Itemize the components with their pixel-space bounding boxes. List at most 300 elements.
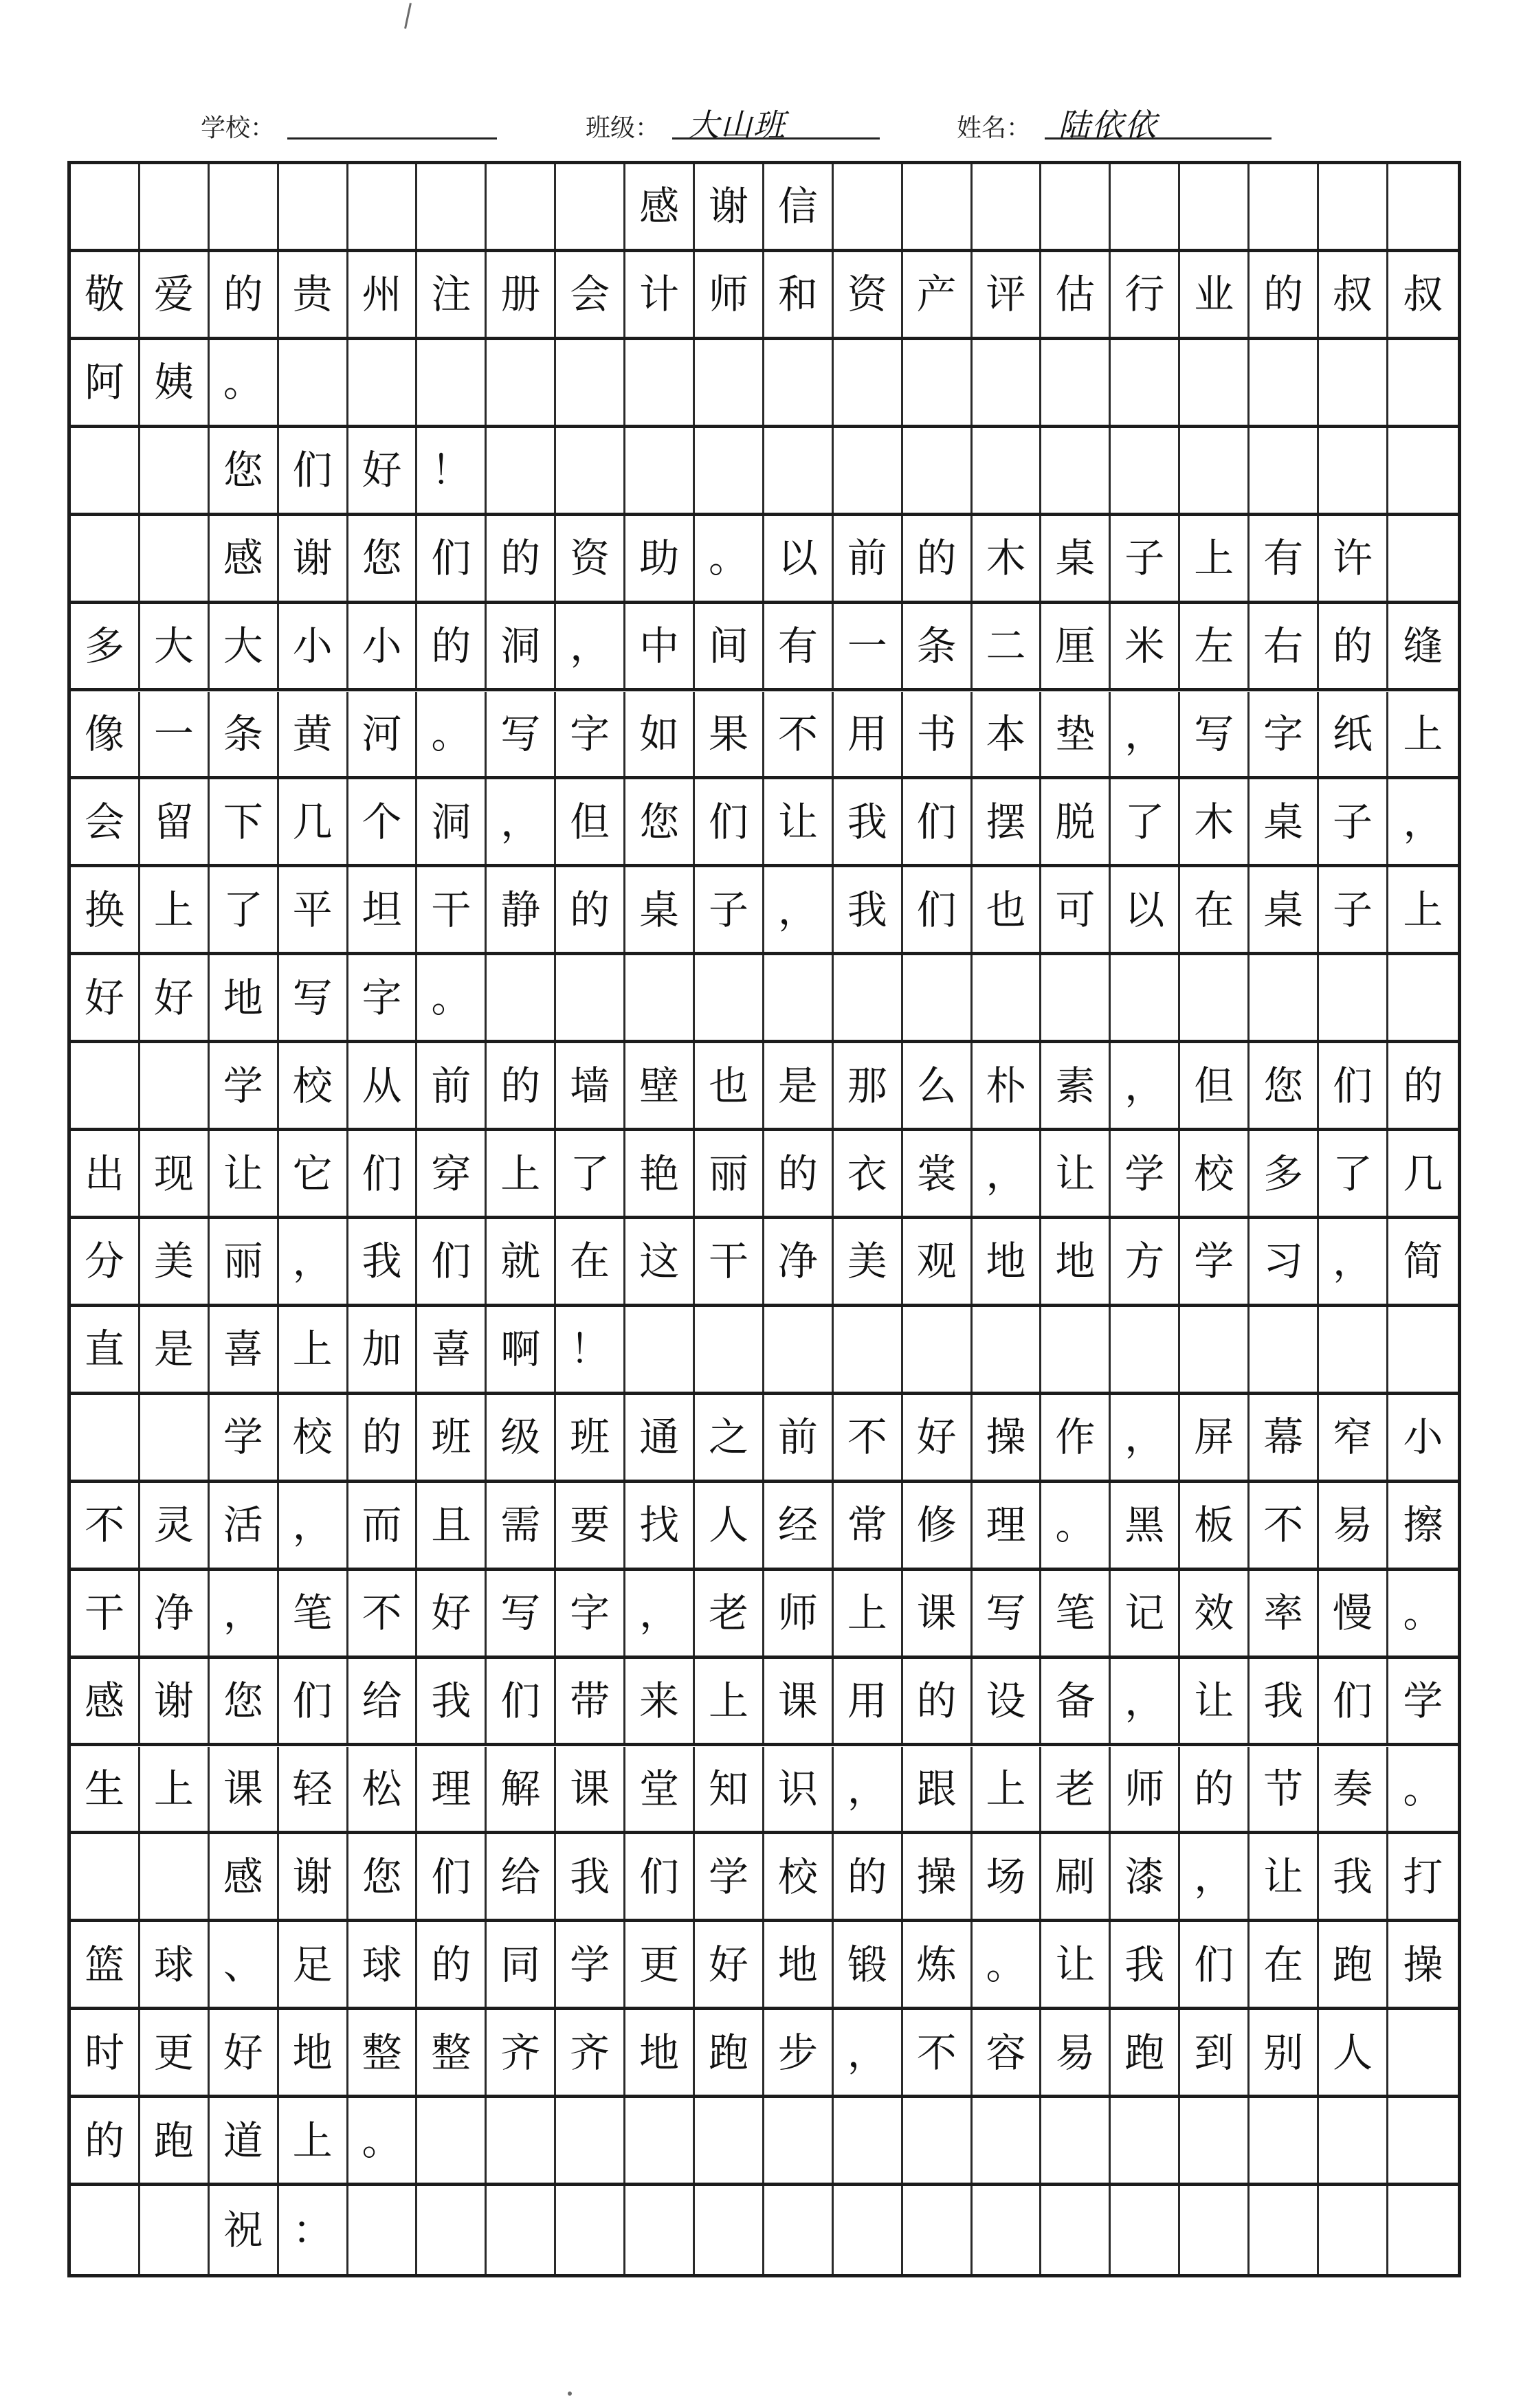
grid-cell: 多: [1250, 1131, 1319, 1216]
grid-cell: 们: [417, 1834, 487, 1919]
header: [0, 0, 1532, 165]
grid-cell: 给: [487, 1834, 556, 1919]
grid-row: [71, 1307, 1458, 1395]
grid-cell: 美: [834, 1219, 903, 1304]
grid-cell: 纸: [1319, 692, 1388, 777]
grid-cell: 易: [1319, 1483, 1388, 1568]
grid-cell: 洞: [487, 604, 556, 689]
grid-cell: 一: [834, 604, 903, 689]
grid-cell: 了: [556, 1131, 625, 1216]
grid-cell: 小: [279, 604, 348, 689]
grid-cell: 可: [1041, 867, 1111, 952]
class-label: 班级：: [586, 114, 660, 142]
grid-cell: 跟: [903, 1747, 973, 1831]
grid-cell: 效: [1180, 1571, 1250, 1656]
grid-cell: 要: [556, 1483, 625, 1568]
grid-cell: 地: [764, 1922, 834, 2007]
grid-cell: 干: [417, 867, 487, 952]
grid-cell: 不: [1250, 1483, 1319, 1568]
grid-cell: [1111, 2186, 1180, 2274]
grid-cell: 的: [1319, 604, 1388, 689]
grid-cell: 从: [348, 1043, 418, 1128]
grid-cell: 穿: [417, 1131, 487, 1216]
grid-cell: 们: [625, 1834, 695, 1919]
grid-cell: 我: [1250, 1659, 1319, 1743]
grid-cell: 通: [625, 1395, 695, 1480]
grid-cell: [140, 164, 210, 249]
grid-cell: [487, 2186, 556, 2274]
grid-cell: 就: [487, 1219, 556, 1304]
grid-cell: [973, 955, 1042, 1040]
grid-cell: 丽: [695, 1131, 764, 1216]
grid-cell: 写: [487, 692, 556, 777]
grid-cell: 们: [1319, 1659, 1388, 1743]
grid-cell: [1250, 164, 1319, 249]
grid-cell: 好: [140, 955, 210, 1040]
grid-cell: [903, 428, 973, 513]
grid-cell: 喜: [417, 1307, 487, 1392]
grid-cell: 跑: [695, 2010, 764, 2095]
grid-cell: 理: [973, 1483, 1042, 1568]
grid-cell: 课: [764, 1659, 834, 1743]
grid-cell: 而: [348, 1483, 418, 1568]
grid-cell: 也: [973, 867, 1042, 952]
grid-cell: [903, 1307, 973, 1392]
grid-cell: 黑: [1111, 1483, 1180, 1568]
grid-cell: 条: [210, 692, 279, 777]
grid-row: [71, 2010, 1458, 2098]
grid-cell: ，: [279, 1219, 348, 1304]
grid-cell: [1041, 955, 1111, 1040]
grid-cell: 漆: [1111, 1834, 1180, 1919]
grid-cell: 多: [71, 604, 140, 689]
grid-cell: 贵: [279, 252, 348, 337]
grid-cell: 二: [973, 604, 1042, 689]
grid-cell: 方: [1111, 1219, 1180, 1304]
grid-cell: 修: [903, 1483, 973, 1568]
grid-cell: 祝: [210, 2186, 279, 2274]
grid-cell: 的: [210, 252, 279, 337]
grid-cell: [1041, 2186, 1111, 2274]
grid-cell: 的: [834, 1834, 903, 1919]
grid-cell: 让: [1250, 1834, 1319, 1919]
grid-cell: 写: [1180, 692, 1250, 777]
grid-cell: 的: [903, 1659, 973, 1743]
grid-cell: 。: [695, 516, 764, 601]
grid-cell: [973, 2098, 1042, 2183]
grid-cell: 活: [210, 1483, 279, 1568]
grid-cell: 识: [764, 1747, 834, 1831]
grid-cell: [140, 428, 210, 513]
grid-row: [71, 779, 1458, 867]
grid-row: [71, 1395, 1458, 1483]
grid-cell: 感: [210, 1834, 279, 1919]
grid-cell: 用: [834, 1659, 903, 1743]
grid-cell: 是: [764, 1043, 834, 1128]
grid-cell: 几: [279, 779, 348, 864]
grid-cell: 直: [71, 1307, 140, 1392]
grid-cell: [1319, 955, 1388, 1040]
grid-cell: 上: [695, 1659, 764, 1743]
grid-cell: 。: [1403, 1590, 1443, 1637]
grid-cell: ，: [1180, 1834, 1250, 1919]
grid-cell: [556, 164, 625, 249]
grid-cell: 人: [1319, 2010, 1388, 2095]
grid-cell: 美: [140, 1219, 210, 1304]
grid-cell: 齐: [487, 2010, 556, 2095]
grid-cell: ，: [1111, 1659, 1180, 1743]
grid-cell: 操: [973, 1395, 1042, 1480]
grid-cell: [1388, 340, 1458, 425]
grid-cell: ，: [625, 1571, 695, 1656]
grid-cell: 幕: [1250, 1395, 1319, 1480]
grid-cell: 您: [348, 1834, 418, 1919]
grid-cell: [903, 340, 973, 425]
grid-cell: [834, 340, 903, 425]
grid-cell: [1041, 1307, 1111, 1392]
grid-cell: 奏: [1319, 1747, 1388, 1831]
grid-cell: 屏: [1180, 1395, 1250, 1480]
grid-cell: [834, 1307, 903, 1392]
grid-cell: 敬: [71, 252, 140, 337]
grid-cell: 叔: [1319, 252, 1388, 337]
grid-cell: 阿: [71, 340, 140, 425]
grid-cell: 我: [834, 867, 903, 952]
grid-cell: [1250, 428, 1319, 513]
grid-cell: 让: [1180, 1659, 1250, 1743]
grid-cell: 衣: [834, 1131, 903, 1216]
grid-cell: 干: [71, 1571, 140, 1656]
grid-cell: 谢: [279, 1834, 348, 1919]
grid-cell: 地: [625, 2010, 695, 2095]
grid-cell: 木: [1180, 779, 1250, 864]
grid-cell: [1250, 340, 1319, 425]
grid-cell: 让: [764, 779, 834, 864]
grid-cell: 需: [487, 1483, 556, 1568]
grid-cell: 笔: [279, 1571, 348, 1656]
grid-cell: 洞: [417, 779, 487, 864]
grid-cell: [1041, 2098, 1111, 2183]
grid-cell: [1041, 428, 1111, 513]
grid-cell: 。: [1041, 1483, 1111, 1568]
grid-cell: 子: [695, 867, 764, 952]
grid-cell: 本: [973, 692, 1042, 777]
grid-cell: 的: [71, 2098, 140, 2183]
grid-cell: 净: [140, 1571, 210, 1656]
grid-cell: [71, 164, 140, 249]
grid-cell: 习: [1250, 1219, 1319, 1304]
grid-cell: 的: [417, 604, 487, 689]
grid-cell: 备: [1041, 1659, 1111, 1743]
grid-cell: 木: [973, 516, 1042, 601]
grid-cell: [625, 2098, 695, 2183]
grid-cell: 记: [1111, 1571, 1180, 1656]
grid-cell: 间: [695, 604, 764, 689]
grid-cell: [695, 2098, 764, 2183]
grid-cell: 谢: [279, 516, 348, 601]
grid-cell: 课: [903, 1571, 973, 1656]
grid-cell: [1388, 1307, 1458, 1392]
grid-cell: 以: [1111, 867, 1180, 952]
grid-cell: 们: [695, 779, 764, 864]
grid-cell: 助: [625, 516, 695, 601]
grid-cell: 学: [1180, 1219, 1250, 1304]
grid-cell: 会: [556, 252, 625, 337]
grid-cell: 班: [417, 1395, 487, 1480]
grid-cell: 跑: [1111, 2010, 1180, 2095]
grid-cell: 会: [71, 779, 140, 864]
grid-cell: 不: [71, 1483, 140, 1568]
grid-cell: 齐: [556, 2010, 625, 2095]
grid-cell: 感: [71, 1659, 140, 1743]
grid-cell: [764, 955, 834, 1040]
grid-cell: 了: [1111, 779, 1180, 864]
grid-cell: 写: [973, 1571, 1042, 1656]
grid-cell: 让: [1041, 1131, 1111, 1216]
grid-cell: 们: [903, 867, 973, 952]
grid-cell: [764, 1307, 834, 1392]
grid-row: [71, 1834, 1458, 1922]
grid-cell: 人: [695, 1483, 764, 1568]
grid-cell: 坦: [348, 867, 418, 952]
grid-cell: [556, 428, 625, 513]
grid-cell: 上: [279, 2098, 348, 2183]
grid-cell: 但: [1180, 1043, 1250, 1128]
grid-cell: [1388, 2010, 1458, 2095]
grid-cell: 的: [1250, 252, 1319, 337]
grid-cell: [834, 164, 903, 249]
name-underline: [1045, 137, 1272, 140]
grid-cell: 更: [625, 1922, 695, 2007]
grid-cell: 不: [764, 692, 834, 777]
grid-cell: 跑: [140, 2098, 210, 2183]
grid-cell: 州: [348, 252, 418, 337]
grid-cell: 但: [556, 779, 625, 864]
grid-cell: 您: [1250, 1043, 1319, 1128]
grid-cell: 更: [140, 2010, 210, 2095]
grid-cell: 上: [279, 1307, 348, 1392]
grid-cell: [625, 428, 695, 513]
grid-cell: ，: [834, 1747, 903, 1831]
grid-cell: [1319, 340, 1388, 425]
grid-cell: 板: [1180, 1483, 1250, 1568]
grid-cell: [487, 340, 556, 425]
grid-cell: [487, 164, 556, 249]
grid-cell: 您: [210, 428, 279, 513]
grid-cell: 一: [140, 692, 210, 777]
grid-cell: 率: [1250, 1571, 1319, 1656]
grid-cell: [1180, 340, 1250, 425]
grid-cell: 好: [348, 428, 418, 513]
grid-cell: [140, 1043, 210, 1128]
grid-cell: [903, 164, 973, 249]
grid-cell: 学: [1403, 1677, 1443, 1725]
grid-cell: [764, 2186, 834, 2274]
grid-cell: 整: [417, 2010, 487, 2095]
grid-cell: [417, 2186, 487, 2274]
grid-cell: 摆: [973, 779, 1042, 864]
grid-cell: ，: [487, 779, 556, 864]
grid-cell: 师: [764, 1571, 834, 1656]
grid-cell: [834, 955, 903, 1040]
grid-cell: 的: [1403, 1062, 1443, 1109]
grid-cell: [1319, 428, 1388, 513]
grid-cell: 小: [348, 604, 418, 689]
grid-cell: 子: [1111, 516, 1180, 601]
grid-cell: 到: [1180, 2010, 1250, 2095]
grid-cell: 操: [903, 1834, 973, 1919]
grid-cell: 上: [834, 1571, 903, 1656]
name-value: 陆依依: [1058, 107, 1157, 144]
grid-cell: [973, 164, 1042, 249]
grid-cell: 地: [1041, 1219, 1111, 1304]
grid-row: [71, 1043, 1458, 1131]
grid-cell: [1250, 2186, 1319, 2274]
grid-row: [71, 867, 1458, 955]
grid-cell: ，: [210, 1571, 279, 1656]
grid-cell: 姨: [140, 340, 210, 425]
grid-cell: 的: [1180, 1747, 1250, 1831]
scan-mark: [568, 2392, 572, 2396]
grid-cell: 脱: [1041, 779, 1111, 864]
grid-cell: ！: [556, 1307, 625, 1392]
grid-cell: 出: [71, 1131, 140, 1216]
grid-cell: [1180, 2186, 1250, 2274]
grid-cell: [140, 516, 210, 601]
grid-cell: ，: [279, 1483, 348, 1568]
grid-cell: 之: [695, 1395, 764, 1480]
grid-cell: 素: [1041, 1043, 1111, 1128]
grid-cell: 如: [625, 692, 695, 777]
grid-cell: 球: [140, 1922, 210, 2007]
grid-cell: 评: [973, 252, 1042, 337]
grid-cell: 干: [695, 1219, 764, 1304]
grid-cell: [1388, 2186, 1458, 2274]
grid-cell: [973, 340, 1042, 425]
grid-cell: 不: [834, 1395, 903, 1480]
grid-cell: [834, 428, 903, 513]
grid-cell: 那: [834, 1043, 903, 1128]
grid-cell: 左: [1180, 604, 1250, 689]
grid-cell: 理: [417, 1747, 487, 1831]
grid-cell: 在: [556, 1219, 625, 1304]
grid-cell: [279, 340, 348, 425]
grid-cell: 果: [695, 692, 764, 777]
grid-cell: 学: [210, 1043, 279, 1128]
grid-cell: 篮: [71, 1922, 140, 2007]
grid-cell: 们: [1180, 1922, 1250, 2007]
grid-cell: [1250, 1307, 1319, 1392]
grid-cell: 笔: [1041, 1571, 1111, 1656]
grid-cell: 作: [1041, 1395, 1111, 1480]
grid-cell: 也: [695, 1043, 764, 1128]
grid-row: [71, 955, 1458, 1043]
grid-cell: [903, 2098, 973, 2183]
grid-cell: 们: [417, 1219, 487, 1304]
grid-cell: [140, 2186, 210, 2274]
grid-cell: 几: [1403, 1150, 1443, 1197]
grid-cell: 净: [764, 1219, 834, 1304]
grid-cell: 河: [348, 692, 418, 777]
grid-cell: 整: [348, 2010, 418, 2095]
grid-cell: [348, 340, 418, 425]
grid-cell: 字: [556, 1571, 625, 1656]
grid-cell: 球: [348, 1922, 418, 2007]
grid-cell: [764, 340, 834, 425]
grid-cell: 感: [625, 164, 695, 249]
grid-cell: 们: [903, 779, 973, 864]
grid-cell: 黄: [279, 692, 348, 777]
grid-cell: 擦: [1403, 1502, 1443, 1549]
grid-cell: [279, 164, 348, 249]
grid-cell: 现: [140, 1131, 210, 1216]
grid-cell: [1388, 428, 1458, 513]
grid-row: [71, 1747, 1458, 1835]
grid-cell: [1041, 340, 1111, 425]
grid-cell: 许: [1319, 516, 1388, 601]
grid-cell: 上: [140, 867, 210, 952]
grid-row: [71, 1483, 1458, 1571]
grid-cell: [417, 164, 487, 249]
grid-cell: 、: [210, 1922, 279, 2007]
grid-cell: 观: [903, 1219, 973, 1304]
grid-cell: 谢: [140, 1659, 210, 1743]
grid-cell: 写: [487, 1571, 556, 1656]
grid-cell: 。: [1403, 1765, 1443, 1812]
grid-cell: 您: [348, 516, 418, 601]
grid-cell: 是: [140, 1307, 210, 1392]
grid-cell: [1180, 955, 1250, 1040]
name-label: 姓名：: [957, 114, 1032, 142]
grid-cell: [71, 1834, 140, 1919]
grid-cell: [973, 1307, 1042, 1392]
grid-cell: 来: [625, 1659, 695, 1743]
grid-cell: 上: [1180, 516, 1250, 601]
grid-cell: 前: [834, 516, 903, 601]
grid-cell: [556, 340, 625, 425]
grid-cell: 打: [1403, 1853, 1443, 1900]
grid-cell: [1111, 955, 1180, 1040]
grid-cell: ，: [1111, 692, 1180, 777]
grid-cell: ，: [556, 604, 625, 689]
grid-cell: 。: [417, 955, 487, 1040]
grid-cell: [417, 2098, 487, 2183]
grid-cell: 们: [279, 1659, 348, 1743]
grid-cell: 慢: [1319, 1571, 1388, 1656]
grid-cell: [973, 428, 1042, 513]
grid-cell: 墙: [556, 1043, 625, 1128]
grid-cell: 桌: [1250, 779, 1319, 864]
grid-cell: 喜: [210, 1307, 279, 1392]
grid-cell: 步: [764, 2010, 834, 2095]
grid-cell: [1319, 164, 1388, 249]
grid-cell: [764, 428, 834, 513]
grid-cell: 朴: [973, 1043, 1042, 1128]
grid-cell: 缝: [1403, 623, 1443, 670]
grid-cell: 让: [1041, 1922, 1111, 2007]
grid-row: [71, 1131, 1458, 1219]
grid-cell: 跑: [1319, 1922, 1388, 2007]
grid-cell: 师: [695, 252, 764, 337]
grid-cell: ，: [764, 867, 834, 952]
grid-cell: [71, 516, 140, 601]
grid-row: [71, 1219, 1458, 1307]
grid-cell: 这: [625, 1219, 695, 1304]
grid-cell: 们: [487, 1659, 556, 1743]
grid-cell: 静: [487, 867, 556, 952]
grid-cell: 知: [695, 1747, 764, 1831]
grid-cell: 资: [834, 252, 903, 337]
